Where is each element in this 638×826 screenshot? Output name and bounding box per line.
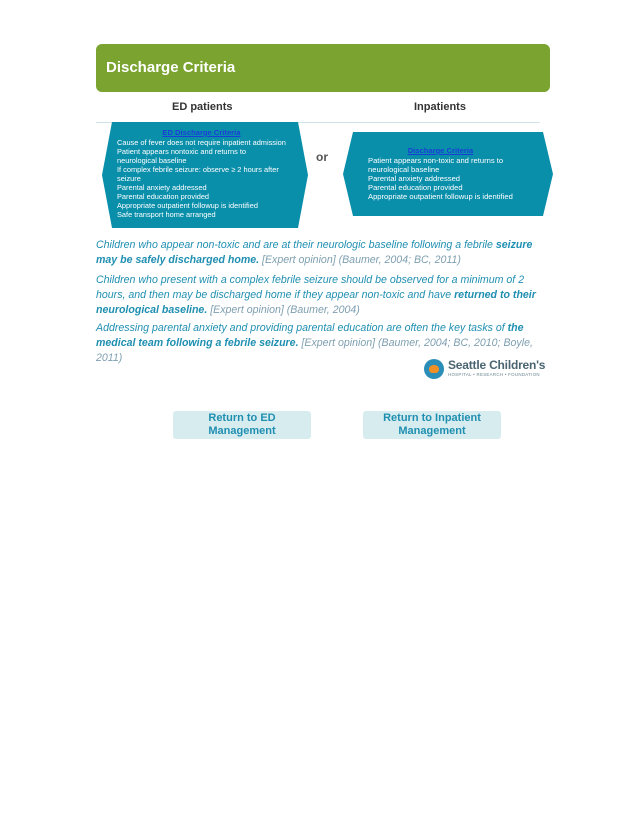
paragraph-text: Addressing parental anxiety and providing parental education are often the key tasks of (96, 322, 508, 334)
button-label: Return to ED (208, 412, 276, 424)
paragraph-emphasis: returned to their neurological baseline. (96, 289, 536, 316)
recommendation-paragraph (96, 273, 546, 318)
paragraph-text: Children who present with a complex febrile seizure should be observed for a minimum of 2 hours, and then may be discharged home if they appear non-toxic and have (96, 274, 525, 301)
return-to-inpatient-button[interactable] (363, 411, 501, 439)
section-header (96, 44, 550, 92)
ed-criteria-line: Safe transport home arranged (117, 210, 216, 219)
ed-criteria-box (117, 128, 286, 219)
paragraph-emphasis: seizure may be safely discharged home. (96, 239, 533, 266)
inpatient-criteria-line: neurological baseline (368, 165, 440, 174)
inpatients-label: Inpatients (414, 101, 466, 113)
ed-discharge-criteria-link[interactable]: ED Discharge Criteria (162, 128, 241, 137)
ed-criteria-line: If complex febrile seizure: observe ≥ 2 hours after (117, 165, 279, 174)
ed-criteria-line: Parental education provided (117, 192, 210, 201)
ed-criteria-line: Patient appears nontoxic and returns to (117, 147, 247, 156)
paragraph-citation: [Expert opinion] (Baumer, 2004; BC, 2010; Boyle, 2011) (96, 337, 533, 364)
ed-criteria-line: seizure (117, 174, 141, 183)
ed-criteria-line: neurological baseline (117, 156, 187, 165)
or-label: or (316, 150, 328, 164)
button-label: Management (398, 425, 466, 437)
button-label: Management (208, 425, 276, 437)
paragraph-citation: [Expert opinion] (Baumer, 2004) (207, 304, 360, 316)
ed-criteria-line: Appropriate outpatient followup is identified (117, 201, 258, 210)
paragraph-text: Children who appear non-toxic and are at their neurologic baseline following a febrile (96, 239, 496, 251)
inpatient-discharge-criteria-link[interactable]: Discharge Criteria (407, 146, 474, 155)
ed-criteria-line: Cause of fever does not require inpatient admission (117, 138, 286, 147)
inpatient-criteria-box (368, 146, 513, 201)
return-to-ed-button[interactable] (173, 411, 311, 439)
inpatient-criteria-line: Patient appears non-toxic and returns to (368, 156, 504, 165)
logo-name: Seattle Children's (448, 358, 546, 372)
button-label: Return to Inpatient (383, 412, 481, 424)
paragraph-emphasis: the medical team following a febrile seizure. (96, 322, 524, 349)
seattle-childrens-logo (424, 356, 548, 382)
logo-subtitle: HOSPITAL • RESEARCH • FOUNDATION (448, 372, 540, 377)
inpatient-criteria-line: Appropriate outpatient followup is identified (368, 192, 513, 201)
ed-criteria-line: Parental anxiety addressed (117, 183, 207, 192)
ed-patients-label: ED patients (172, 101, 233, 113)
recommendation-paragraph (96, 238, 546, 268)
page-title: Discharge Criteria (106, 59, 236, 76)
inpatient-criteria-line: Parental education provided (368, 183, 463, 192)
whale-logo-icon (424, 359, 444, 379)
paragraph-citation: [Expert opinion] (Baumer, 2004; BC, 2011) (259, 254, 461, 266)
inpatient-criteria-line: Parental anxiety addressed (368, 174, 461, 183)
